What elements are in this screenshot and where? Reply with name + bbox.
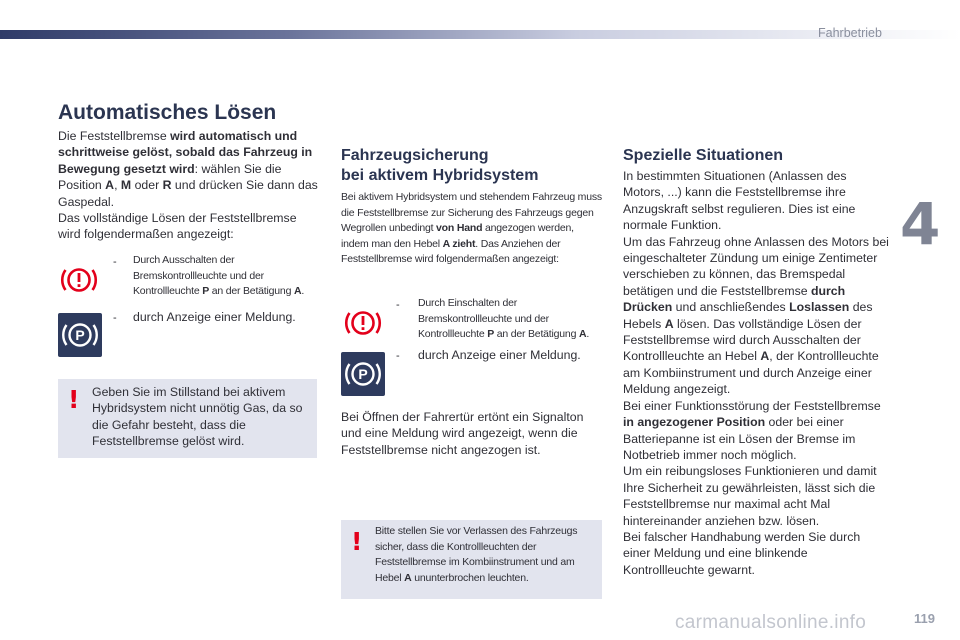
col2-note-text: Bitte stellen Sie vor Verlassen des Fahrzeugs sicher, dass die Kontrollleuchten der Feststellbremse im Kombiinstrument und am Hebel A ununterbrochen leuchten. — [375, 525, 578, 584]
brake-warning-icon — [341, 301, 385, 345]
col1-bullet-2: durch Anzeige einer Meldung. — [133, 310, 296, 324]
exclamation-icon: ! — [68, 385, 80, 414]
col2-intro: Bei aktivem Hybridsystem und stehendem Fahrzeug muss die Feststellbremse zur Sicherung des Fahrzeugs gegen Wegrollen unbedingt von Hand angezogen werden, indem man den Hebel A zieht. Das Anziehen der Feststellbremse wird folgendermaßen angezeigt: — [341, 191, 602, 265]
bullet-dash: - — [396, 299, 400, 311]
chapter-number: 4 — [900, 190, 941, 258]
heading-vehicle-securing: Fahrzeugsicherung bei aktivem Hybridsystem — [341, 147, 539, 184]
parking-brake-icon — [58, 313, 102, 357]
heading-special-situations: Spezielle Situationen — [623, 147, 784, 164]
svg-text:P: P — [75, 327, 85, 343]
parking-brake-icon — [341, 352, 385, 396]
header-gradient-bar — [0, 30, 960, 39]
watermark: carmanualsonline.info — [675, 612, 867, 633]
col1-intro: Die Feststellbremse wird automatisch und schrittweise gelöst, sobald das Fahrzeug in Bewegung gesetzt wird: wählen Sie die Position A, M oder R und drücken Sie dann das Gaspedal. Das vollständige Lösen der Feststellbremse wird folgendermaßen angezeigt: — [58, 129, 318, 242]
col1-note-text: Geben Sie im Stillstand bei aktivem Hybridsystem nicht unnötig Gas, da so die Gefahr besteht, dass die Feststellbremse gelöst wird. — [92, 385, 303, 449]
section-title: Fahrbetrieb — [818, 26, 882, 40]
brake-warning-icon — [57, 258, 101, 302]
col1-bullet-1: Durch Ausschalten der Bremskontrollleuchte und der Kontrollleuchte P an der Betätigung A. — [133, 254, 305, 297]
svg-text:P: P — [358, 366, 368, 382]
col3-text: In bestimmten Situationen (Anlassen des Motors, ...) kann die Feststellbremse ihre Anzugskraft selbst regulieren. Dies ist eine normale Funktion. Um das Fahrzeug ohne Anlassen des Motors bei eingeschalteter Zündung um einige Zentimeter verschieben zu können, das Bremspedal betätigen und die Feststellbremse durch Drücken und anschließendes Loslassen des Hebels A lösen. Das vollständige Lösen der Feststellbremse wird durch Ausschalten der Kontrollleuchte an Hebel A, der Kontrollleuchte am Kombiinstrument und durch Anzeige einer Meldung angezeigt. Bei einer Funktionsstörung der Feststellbremse in angezogener Position oder bei einer Batteriepanne ist ein Lösen der Bremse im Notbetrieb immer noch möglich. Um ein reibungsloses Funktionieren und damit Ihre Sicherheit zu gewährleisten, lässt sich die Feststellbremse nur maximal acht Mal hintereinander anziehen bzw. lösen. Bei falscher Handhabung werden Sie durch einer Meldung und eine blinkende Kontrollleuchte gewarnt. — [623, 169, 889, 577]
col2-bullet-2: durch Anzeige einer Meldung. — [418, 348, 581, 362]
exclamation-icon: ! — [351, 527, 363, 556]
col2-door-text: Bei Öffnen der Fahrertür ertönt ein Signalton und eine Meldung wird angezeigt, wenn die Feststellbremse nicht angezogen ist. — [341, 410, 584, 457]
heading-automatic-release: Automatisches Lösen — [58, 101, 277, 124]
bullet-dash: - — [113, 256, 117, 268]
bullet-dash: - — [113, 312, 117, 324]
col2-bullet-1: Durch Einschalten der Bremskontrollleuchte und der Kontrollleuchte P an der Betätigung A. — [418, 297, 590, 340]
bullet-dash: - — [396, 350, 400, 362]
page-number: 119 — [914, 611, 935, 626]
